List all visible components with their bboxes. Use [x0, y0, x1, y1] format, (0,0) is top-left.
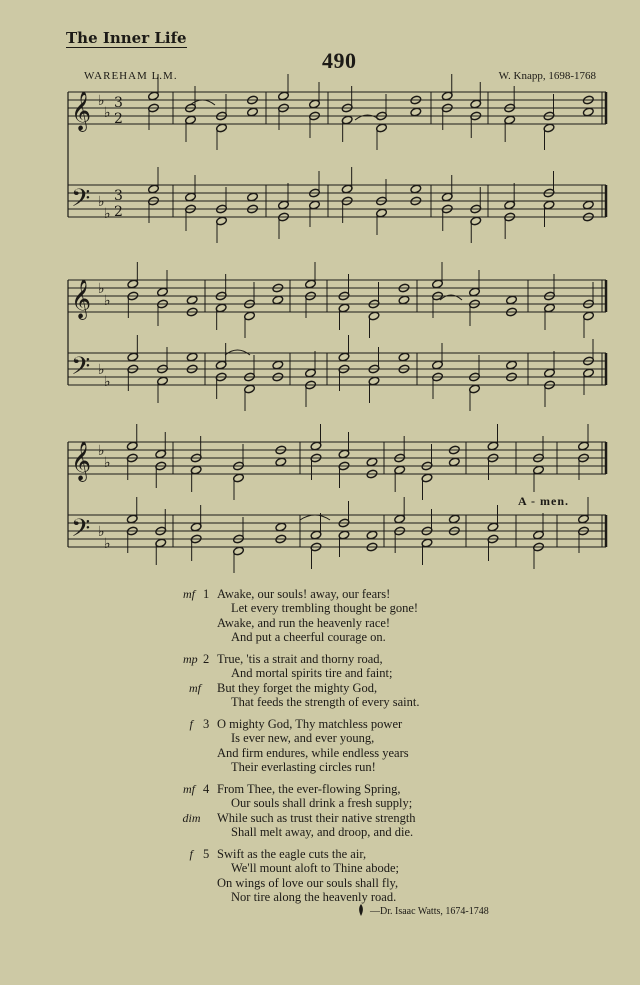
- verse-line: Swift as the eagle cuts the air,: [217, 847, 367, 861]
- dynamic-marking: dim: [182, 810, 201, 825]
- notehead: [247, 192, 259, 202]
- notehead: [506, 360, 518, 370]
- section-title: The Inner Life: [66, 29, 187, 47]
- verse-line: While such as trust their native strength: [217, 810, 416, 825]
- notehead: [272, 360, 284, 370]
- dynamic-marking: mf: [183, 587, 195, 601]
- time-signature-top: 3: [114, 95, 123, 111]
- verse-line: Shall melt away, and droop, and die.: [231, 824, 414, 839]
- flat-icon: ♭: [104, 536, 111, 552]
- time-signature-bottom: 2: [114, 111, 123, 127]
- dynamic-marking: mf: [183, 782, 195, 796]
- slur: [300, 515, 330, 520]
- verse-line: That feeds the strength of every saint.: [231, 694, 420, 709]
- verse-number: 1: [203, 587, 210, 601]
- flat-icon: ♭: [104, 206, 111, 222]
- flat-icon: ♭: [98, 524, 105, 540]
- verse-number: 4: [203, 782, 210, 796]
- notehead: [186, 295, 198, 305]
- verse-line: We'll mount aloft to Thine abode;: [231, 861, 399, 876]
- flat-icon: ♭: [98, 93, 105, 109]
- treble-clef-icon: 𝄞: [71, 91, 92, 131]
- notehead: [186, 352, 198, 362]
- tune-name: WAREHAM L.M.: [84, 70, 178, 82]
- dynamic-marking: mf: [189, 680, 201, 695]
- flat-icon: ♭: [104, 293, 111, 309]
- flat-icon: ♭: [98, 443, 105, 459]
- verse-line: O mighty God, Thy matchless power: [217, 717, 403, 731]
- time-signature-top: 3: [114, 188, 123, 204]
- bass-clef-icon: 𝄢: [71, 514, 91, 549]
- verse-line: Their everlasting circles run!: [231, 759, 376, 774]
- flat-icon: ♭: [104, 374, 111, 390]
- verse-number: 3: [203, 717, 210, 731]
- notehead: [506, 295, 518, 305]
- bass-clef-icon: 𝄢: [71, 352, 91, 387]
- verse-line: Is ever new, and ever young,: [231, 731, 375, 746]
- verse-line: Our souls shall drink a fresh supply;: [231, 796, 413, 811]
- dynamic-marking: mp: [183, 652, 198, 666]
- flat-icon: ♭: [98, 194, 105, 210]
- verse-line: And mortal spirits tire and faint;: [231, 666, 393, 681]
- flat-icon: ♭: [104, 105, 111, 121]
- treble-clef-icon: 𝄞: [71, 279, 92, 319]
- verse-line: But they forget the mighty God,: [217, 680, 378, 695]
- treble-clef-icon: 𝄞: [71, 441, 92, 481]
- flat-icon: ♭: [98, 362, 105, 378]
- verse-line: And put a cheerful courage on.: [231, 629, 386, 644]
- notehead: [410, 107, 422, 117]
- notehead: [582, 107, 594, 117]
- amen-label: A - men.: [518, 494, 569, 508]
- verse-line: Awake, and run the heavenly race!: [217, 615, 391, 630]
- bass-clef-icon: 𝄢: [71, 184, 91, 219]
- notehead: [410, 184, 422, 194]
- flat-icon: ♭: [98, 281, 105, 297]
- notehead: [448, 457, 460, 467]
- notehead: [448, 514, 460, 524]
- time-signature-bottom: 2: [114, 204, 123, 220]
- flat-icon: ♭: [104, 455, 111, 471]
- composer-credit: W. Knapp, 1698-1768: [498, 70, 596, 82]
- notehead: [366, 457, 378, 467]
- verse-line: Awake, our souls! away, our fears!: [217, 587, 391, 601]
- dynamic-marking: f: [189, 847, 193, 861]
- notehead: [366, 530, 378, 540]
- printer-ornament-icon: [357, 904, 365, 916]
- notehead: [398, 352, 410, 362]
- author-attribution: —Dr. Isaac Watts, 1674-1748: [370, 906, 489, 917]
- verse-line: On wings of love our souls shall fly,: [217, 875, 399, 890]
- notehead: [247, 107, 259, 117]
- notehead: [275, 457, 287, 467]
- verse-line: True, 'tis a strait and thorny road,: [217, 652, 383, 666]
- notehead: [582, 200, 594, 210]
- verse-number: 2: [203, 652, 210, 666]
- verse-line: Nor tire along the heavenly road.: [231, 889, 397, 904]
- notehead: [272, 295, 284, 305]
- hymn-number: 490: [322, 48, 357, 73]
- verse-line: And firm endures, while endless years: [217, 745, 409, 760]
- verse-number: 5: [203, 847, 210, 861]
- verse-line: Let every trembling thought be gone!: [231, 601, 419, 616]
- notehead: [398, 295, 410, 305]
- verse-line: From Thee, the ever-flowing Spring,: [217, 782, 401, 796]
- notehead: [275, 522, 287, 532]
- dynamic-marking: f: [189, 717, 193, 731]
